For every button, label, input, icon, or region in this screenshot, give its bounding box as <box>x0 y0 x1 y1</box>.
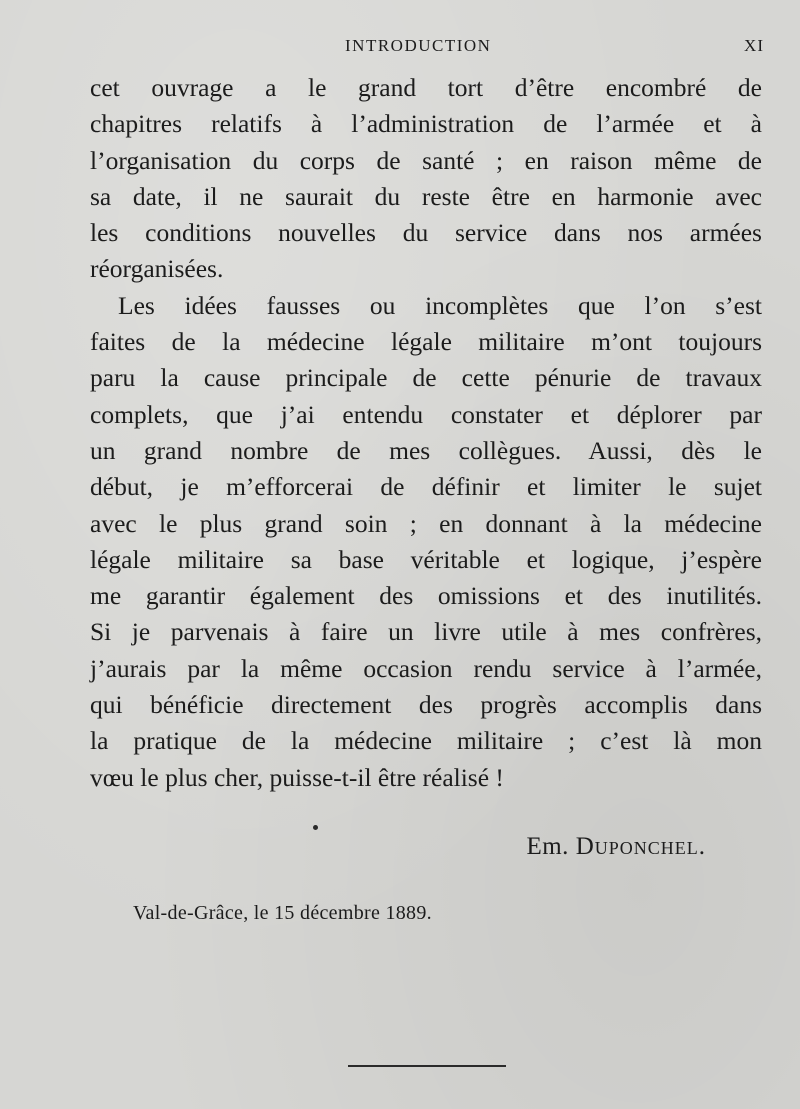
text-line: cet ouvrage a le grand tort d’être encombré de <box>90 73 762 102</box>
closing-rule <box>348 1065 506 1067</box>
text-line: me garantir également des omissions et des inutilités. <box>90 581 762 611</box>
text-line: j’aurais par la même occasion rendu service à l’armée, <box>90 653 762 683</box>
running-title: INTRODUCTION <box>345 36 492 55</box>
place-date: Val-de-Grâce, le 15 décembre 1889. <box>133 902 432 924</box>
text-line: paru la cause principale de cette pénurie de travaux <box>90 363 762 393</box>
ink-dot <box>313 825 318 830</box>
text-line: un grand nombre de mes collègues. Aussi, dès le <box>90 435 762 465</box>
text-line: faites de la médecine légale militaire m’ont toujours <box>90 327 762 357</box>
text-line: réorganisées. <box>90 254 224 284</box>
text-line: Si je parvenais à faire un livre utile à mes confrères, <box>90 617 762 647</box>
text-line: l’organisation du corps de santé ; en raison même de <box>90 145 762 175</box>
text-line: chapitres relatifs à l’administration de l’armée et à <box>90 109 762 139</box>
text-line: complets, que j’ai entendu constater et déplorer par <box>90 399 762 429</box>
page-number: XI <box>744 36 764 55</box>
text-line: les conditions nouvelles du service dans nos armées <box>90 218 762 248</box>
text-line: qui bénéficie directement des progrès accomplis dans <box>90 690 762 720</box>
text-line: sa date, il ne saurait du reste être en harmonie avec <box>90 181 762 211</box>
signature-prefix: Em. <box>526 833 569 860</box>
body-text <box>90 70 762 796</box>
text-line: début, je m’efforcerai de définir et limiter le sujet <box>90 472 762 502</box>
text-line: avec le plus grand soin ; en donnant à la médecine <box>90 508 762 538</box>
text-line: vœu le plus cher, puisse-t-il être réalisé ! <box>90 762 504 792</box>
signature <box>526 833 706 861</box>
text-line: légale militaire sa base véritable et logique, j’espère <box>90 544 762 574</box>
text-line: Les idées fausses ou incomplètes que l’on s’est <box>118 290 762 320</box>
text-line: la pratique de la médecine militaire ; c’est là mon <box>90 726 762 756</box>
running-head <box>0 36 800 60</box>
signature-name: Duponchel. <box>575 833 706 860</box>
